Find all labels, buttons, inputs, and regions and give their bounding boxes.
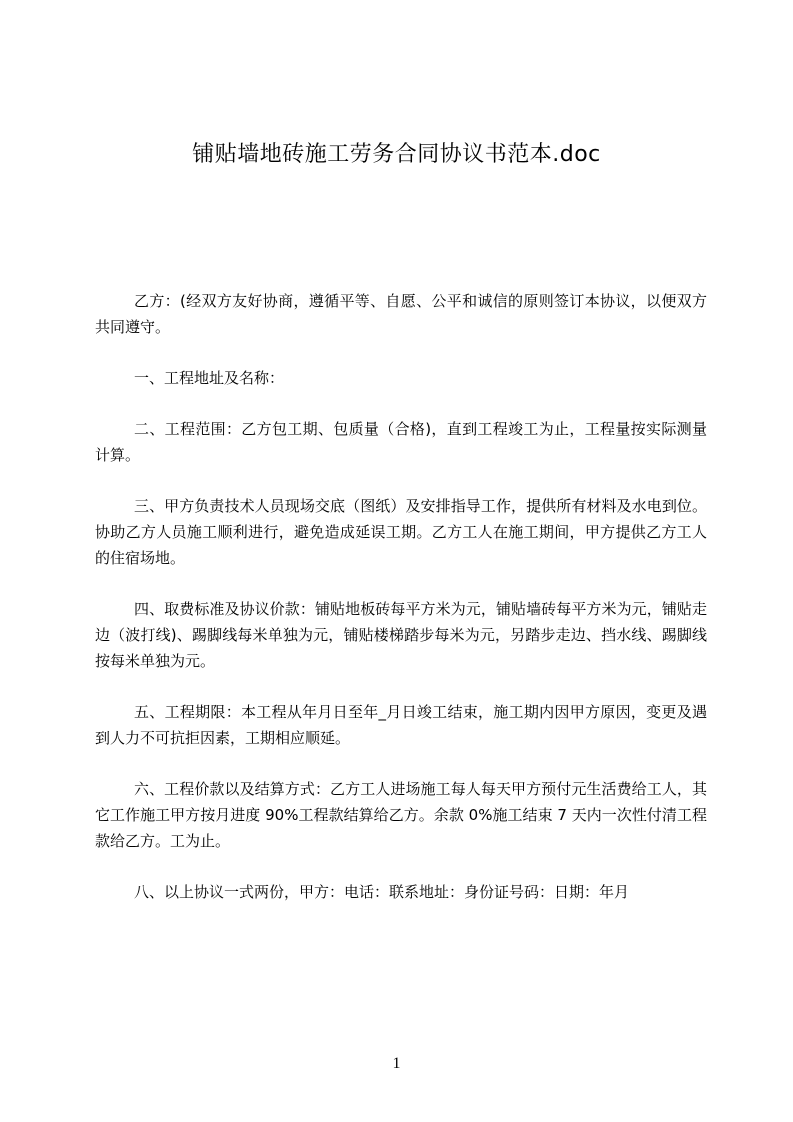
paragraph-project-period: 五、工程期限：本工程从年月日至年_月日竣工结束，施工期内因甲方原因，变更及遇到人力不可抗拒因素，工期相应顺延。 bbox=[95, 703, 707, 747]
paragraph-payment-settlement: 六、工程价款以及结算方式：乙方工人进场施工每人每天甲方预付元生活费给工人，其它工作施工甲方按月进度 90%工程款结算给乙方。余款 0%施工结束 7 天内一次性付清工程款给乙方。工为止。 bbox=[95, 780, 707, 850]
paragraph-intro: 乙方：(经双方友好协商，遵循平等、自愿、公平和诚信的原则签订本协议，以便双方共同遵守。 bbox=[95, 292, 707, 336]
document-body bbox=[95, 288, 707, 930]
paragraph-project-scope: 二、工程范围：乙方包工期、包质量（合格)，直到工程竣工为止，工程量按实际测量计算。 bbox=[95, 420, 707, 464]
paragraph-project-address: 一、工程地址及名称： bbox=[134, 369, 285, 387]
paragraph-signatures: 八、以上协议一式两份，甲方：电话：联系地址：身份证号码：日期：年月 bbox=[134, 883, 630, 901]
paragraph-fee-standard: 四、取费标准及协议价款：铺贴地板砖每平方米为元，铺贴墙砖每平方米为元，铺贴走边（波打线)、踢脚线每米单独为元，铺贴楼梯踏步每米为元，另踏步走边、挡水线、踢脚线按每米单独为元。 bbox=[95, 600, 707, 670]
document-title: 铺贴墙地砖施工劳务合同协议书范本.doc bbox=[192, 142, 601, 167]
page-number: 1 bbox=[392, 1055, 401, 1072]
paragraph-party-a-duties: 三、甲方负责技术人员现场交底（图纸）及安排指导工作，提供所有材料及水电到位。协助乙方人员施工顺利进行，避免造成延误工期。乙方工人在施工期间，甲方提供乙方工人的住宿场地。 bbox=[95, 497, 707, 567]
